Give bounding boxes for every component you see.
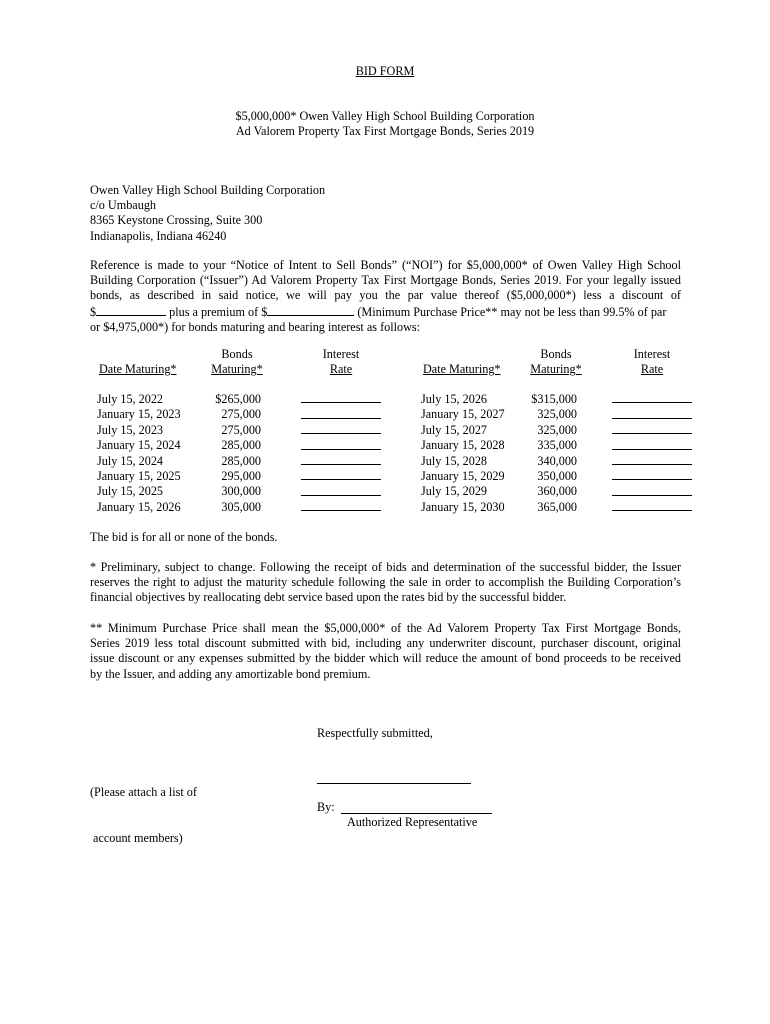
- maturity-date: January 15, 2023: [97, 407, 181, 422]
- maturity-date: July 15, 2022: [97, 392, 164, 406]
- interest-rate-blank[interactable]: [301, 500, 381, 515]
- form-title: BID FORM: [355, 64, 415, 78]
- paragraph-line: * Preliminary, subject to change. Following the receipt of bids and determination of the successful bidder, the Issuer: [90, 560, 681, 574]
- maturity-date: July 15, 2028: [421, 453, 488, 468]
- interest-rate-blank[interactable]: [301, 454, 381, 469]
- right-rate-blanks: [612, 392, 692, 515]
- maturity-date: July 15, 2026: [421, 392, 488, 406]
- bond-amount: 275,000: [221, 407, 261, 422]
- interest-header-right: [612, 347, 692, 377]
- respectfully-submitted: Respectfully submitted,: [317, 726, 433, 740]
- paragraph-line: Series 2019 less total discount submitted with bid, including any underwriter discount, purchaser discount, original: [90, 636, 681, 651]
- maturity-date: July 15, 2023: [97, 422, 164, 437]
- bond-amount: 300,000: [221, 484, 261, 499]
- signature-line[interactable]: [317, 770, 471, 784]
- bond-amount: 335,000: [537, 438, 577, 453]
- date-maturing-header-right: Date Maturing*: [423, 362, 501, 376]
- maturity-date: January 15, 2027: [421, 407, 505, 422]
- discount-blank[interactable]: [96, 304, 166, 316]
- paragraph-line-with-blanks: [90, 304, 681, 320]
- bonds-header-top: Bonds: [540, 347, 572, 361]
- interest-header-bottom: Rate: [640, 362, 664, 377]
- bonds-header-top: Bonds: [221, 347, 253, 361]
- maturity-date: January 15, 2030: [421, 499, 505, 514]
- address-line: c/o Umbaugh: [90, 198, 157, 213]
- bond-amount: 295,000: [221, 468, 261, 483]
- interest-rate-blank[interactable]: [301, 438, 381, 453]
- address-line: Owen Valley High School Building Corporation: [90, 183, 326, 197]
- interest-rate-blank[interactable]: [612, 484, 692, 499]
- maturity-date: July 15, 2029: [421, 484, 488, 499]
- interest-rate-blank[interactable]: [301, 423, 381, 438]
- interest-rate-blank[interactable]: [612, 423, 692, 438]
- right-dates-column: [421, 392, 505, 515]
- authorized-representative-label: Authorized Representative: [347, 815, 478, 829]
- interest-header-top: Interest: [633, 347, 671, 361]
- bond-amount: 340,000: [537, 453, 577, 468]
- representative-name-line[interactable]: [341, 800, 492, 814]
- interest-rate-blank[interactable]: [612, 407, 692, 422]
- maturity-date: July 15, 2027: [421, 422, 488, 437]
- paragraph-line: Reference is made to your “Notice of Intent to Sell Bonds” (“NOI”) for $5,000,000* of Owen Valley High School: [90, 258, 681, 272]
- maturity-date: January 15, 2026: [97, 499, 181, 514]
- paragraph-line: financial objectives by reallocating debt service based upon the rates bid by the successful bidder.: [90, 590, 567, 605]
- interest-rate-blank[interactable]: [301, 484, 381, 499]
- interest-rate-blank[interactable]: [612, 454, 692, 469]
- bonds-header-bottom: Maturing*: [530, 362, 582, 377]
- interest-header-left: [301, 347, 381, 377]
- address-block: [90, 183, 325, 244]
- paragraph-line: by the Issuer, and adding any amortizable bond premium.: [90, 666, 371, 681]
- bond-amount: 285,000: [221, 453, 261, 468]
- minimum-note: (Minimum Purchase Price** may not be less than 99.5% of par: [354, 304, 667, 319]
- interest-rate-blank[interactable]: [301, 407, 381, 422]
- issue-title-line1: $5,000,000* Owen Valley High School Building Corporation: [235, 109, 535, 123]
- maturity-date: January 15, 2029: [421, 468, 505, 483]
- paragraph-line: Building Corporation (“Issuer”) Ad Valorem Property Tax First Mortgage Bonds, Series 2019. For your legally issued: [90, 273, 681, 288]
- bond-amount: $315,000: [531, 392, 577, 406]
- attach-note-line: account members): [90, 831, 183, 846]
- bond-amount: 350,000: [537, 468, 577, 483]
- interest-rate-blank[interactable]: [301, 392, 381, 407]
- date-maturing-header-left: Date Maturing*: [99, 362, 177, 376]
- bond-amount: $265,000: [215, 392, 261, 406]
- interest-header-top: Interest: [322, 347, 360, 361]
- premium-label: plus a premium of $: [166, 304, 268, 319]
- maturity-date: July 15, 2025: [97, 484, 164, 499]
- paragraph-line: reserves the right to adjust the maturity schedule following the sale in order to accomplish the Building Corporation’s: [90, 575, 681, 590]
- interest-rate-blank[interactable]: [612, 469, 692, 484]
- bonds-header-bottom: Maturing*: [211, 362, 263, 377]
- left-dates-column: [97, 392, 181, 515]
- interest-rate-blank[interactable]: [612, 438, 692, 453]
- paragraph-line: bonds, as described in said notice, we will pay you the par value thereof ($5,000,000*) less a discount of: [90, 288, 681, 303]
- bond-amount: 325,000: [537, 407, 577, 422]
- interest-header-bottom: Rate: [329, 362, 353, 377]
- maturity-date: July 15, 2024: [97, 453, 164, 468]
- attach-note-line: (Please attach a list of: [90, 785, 197, 800]
- premium-blank[interactable]: [267, 304, 354, 316]
- preliminary-paragraph: [90, 560, 681, 606]
- interest-rate-blank[interactable]: [612, 500, 692, 515]
- bonds-header-right: [528, 347, 584, 377]
- left-amounts-column: [200, 392, 261, 515]
- all-or-none-statement: The bid is for all or none of the bonds.: [90, 530, 278, 544]
- left-rate-blanks: [301, 392, 381, 515]
- address-line: Indianapolis, Indiana 46240: [90, 228, 227, 243]
- maturity-date: January 15, 2024: [97, 438, 181, 453]
- issue-title-line2: Ad Valorem Property Tax First Mortgage Bonds, Series 2019: [235, 124, 535, 138]
- paragraph-line: or $4,975,000*) for bonds maturing and bearing interest as follows:: [90, 319, 421, 334]
- minimum-price-paragraph: [90, 621, 681, 682]
- attach-note: [90, 755, 197, 861]
- bond-amount: 325,000: [537, 422, 577, 437]
- bond-amount: 275,000: [221, 422, 261, 437]
- by-label: By:: [317, 800, 335, 814]
- interest-rate-blank[interactable]: [301, 469, 381, 484]
- interest-rate-blank[interactable]: [612, 392, 692, 407]
- bond-amount: 360,000: [537, 484, 577, 499]
- bonds-header-left: [209, 347, 265, 377]
- maturity-date: January 15, 2025: [97, 468, 181, 483]
- paragraph-line: ** Minimum Purchase Price shall mean the $5,000,000* of the Ad Valorem Property Tax First Mortgage Bonds,: [90, 621, 681, 635]
- reference-paragraph: [90, 258, 681, 335]
- bond-amount: 305,000: [221, 499, 261, 514]
- address-line: 8365 Keystone Crossing, Suite 300: [90, 213, 263, 228]
- bond-amount: 365,000: [537, 499, 577, 514]
- maturity-date: January 15, 2028: [421, 438, 505, 453]
- paragraph-line: issue discount or any expenses submitted by the bidder which will reduce the amount of bond proceeds to be received: [90, 651, 681, 666]
- dollar-sign: $: [90, 304, 97, 319]
- right-amounts-column: [516, 392, 577, 515]
- bond-amount: 285,000: [221, 438, 261, 453]
